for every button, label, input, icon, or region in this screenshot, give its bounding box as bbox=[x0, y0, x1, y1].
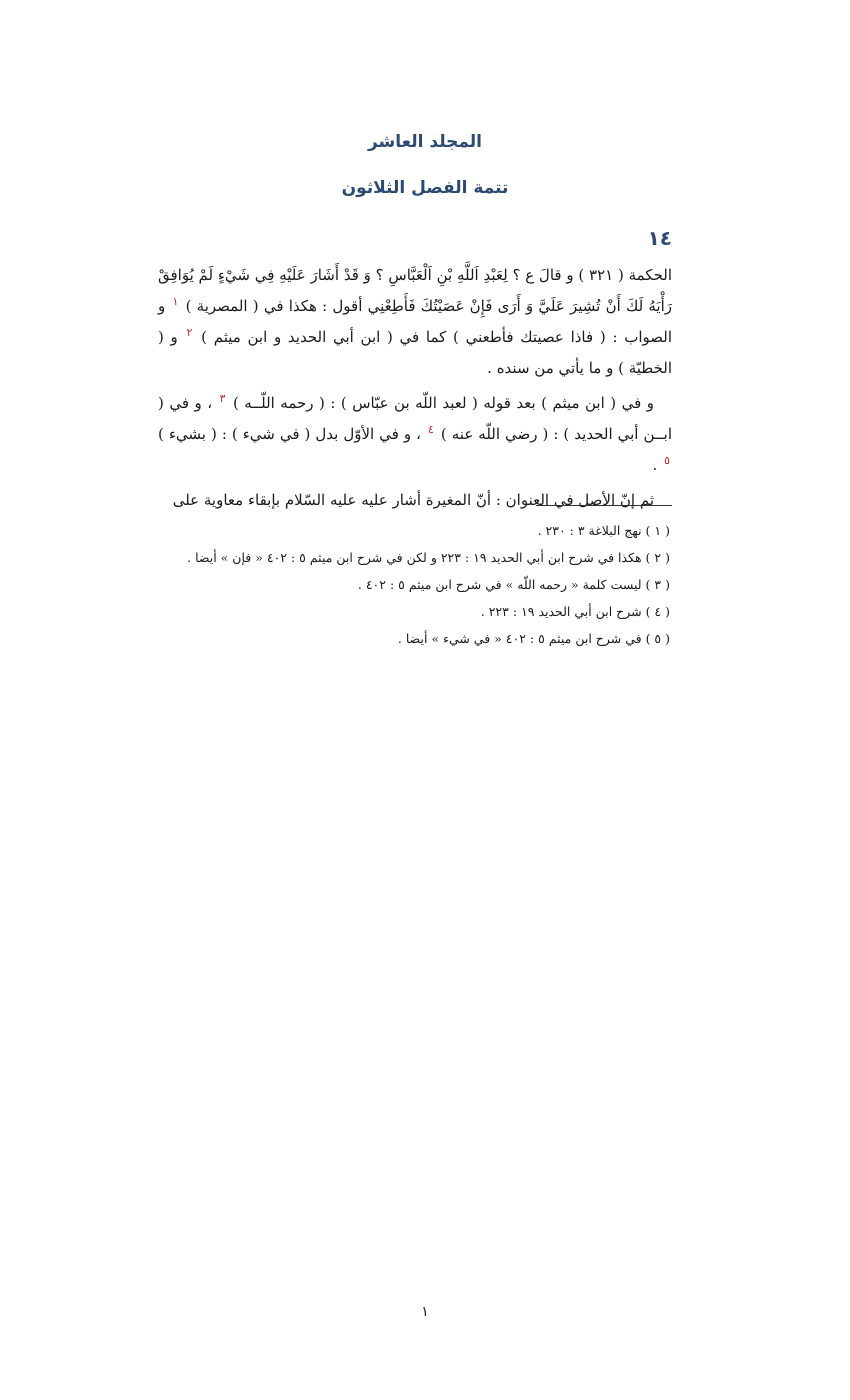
paragraph-3 bbox=[158, 485, 672, 516]
footnote-3: ( ٣ ) ليست كلمة « رحمه اللّه » في شرح ابن ميثم ٥ : ٤٠٢ . bbox=[357, 577, 670, 592]
footnote-1: ( ١ ) نهج البلاغة ٣ : ٢٣٠ . bbox=[537, 523, 670, 538]
footnote-5: ( ٥ ) في شرح ابن ميثم ٥ : ٤٠٢ « في شيء » أيضا . bbox=[397, 631, 670, 646]
paragraph-2-part-d: . bbox=[652, 456, 658, 474]
paragraph-2 bbox=[158, 388, 672, 481]
volume-title: المجلد العاشر bbox=[367, 132, 483, 152]
paragraph-1-part-c: و ( الخطيّة ) و ما يأتي من سنده . bbox=[158, 328, 672, 377]
page-number: ١ bbox=[421, 1304, 429, 1320]
paragraph-2-part-c: ، و في الأوّل بدل ( في شيء ) : ( بشيء ) bbox=[158, 425, 421, 443]
footnote-ref-5[interactable]: ٥ bbox=[664, 454, 670, 467]
paragraph-1-part-a: الحكمة ( ٣٢١ ) و قالَ ع ؟ لِعَبْدِ اَللَّهِ بْنِ اَلْعَبَّاسِ ؟ وَ قَدْ أَشَارَ عَلَيْهِ فِي شَيْءٍ لَمْ يُوَافِقْ رَأْيَهُ لَكَ أَنْ تُشِيرَ عَلَيَّ وَ أَرَى فَإِنْ عَصَيْتُكَ فَأَطِعْنِي أقول : هكذا في ( المصرية ) bbox=[158, 266, 672, 315]
paragraph-2-part-b: ، و في ( ابــن أبي الحديد ) : ( رضي اللّه عنه ) bbox=[158, 394, 673, 443]
entry-number: ١٤ bbox=[647, 226, 672, 250]
footnotes-list bbox=[158, 517, 670, 652]
footnote-ref-3[interactable]: ٣ bbox=[219, 392, 226, 405]
footnote-4: ( ٤ ) شرح ابن أبي الحديد ١٩ : ٢٢٣ . bbox=[480, 604, 670, 619]
paragraph-1-part-b: و الصواب : ( فاذا عصيتك فأطعني ) كما في ( ابن أبي الحديد و ابن ميثم ) bbox=[158, 297, 672, 346]
section-title: تتمة الفصل الثلاثون bbox=[341, 178, 509, 198]
paragraph-2-part-a: و في ( ابن ميثم ) بعد قوله ( لعبد اللّه بن عبّاس ) : ( رحمه اللّــه ) bbox=[232, 394, 654, 412]
paragraph-1 bbox=[158, 260, 672, 384]
body-text bbox=[158, 260, 672, 520]
footnote-ref-4[interactable]: ٤ bbox=[427, 423, 434, 436]
footnote-divider bbox=[536, 505, 672, 506]
footnote-2: ( ٢ ) هكذا في شرح ابن أبي الحديد ١٩ : ٢٢٣ و لكن في شرح ابن ميثم ٥ : ٤٠٢ « فإن » أيضا . bbox=[187, 550, 670, 565]
paragraph-3-text: ثم إنّ الأصل في العنوان : أنّ المغيرة أشار عليه عليه السّلام بإبقاء معاوية على bbox=[172, 491, 654, 509]
footnote-ref-1[interactable]: ١ bbox=[172, 295, 179, 308]
footnote-ref-2[interactable]: ٢ bbox=[186, 326, 193, 339]
